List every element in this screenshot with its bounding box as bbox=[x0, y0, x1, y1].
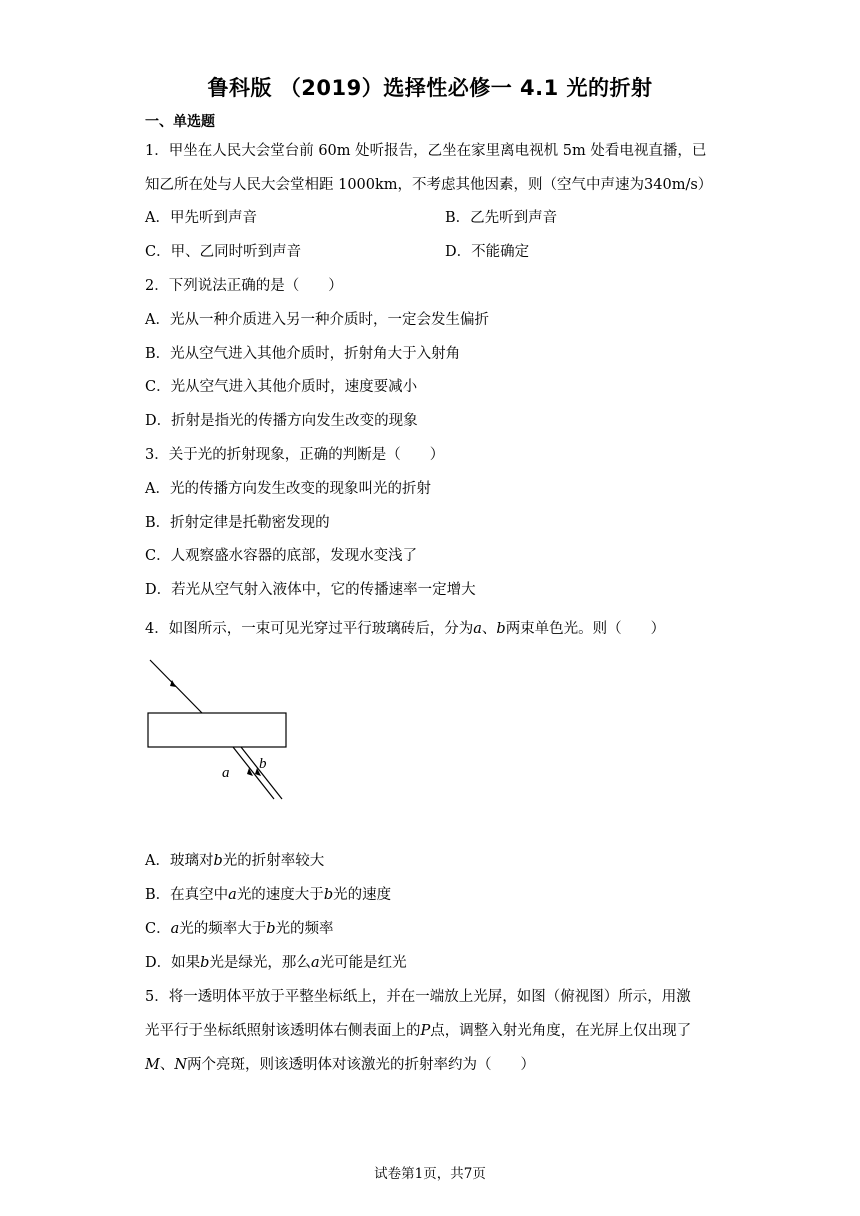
q3-option-b: B．折射定律是托勒密发现的 bbox=[145, 515, 330, 531]
q4-d-pre: D．如果 bbox=[145, 955, 201, 971]
q1-stem-line1: 1．甲坐在人民大会堂台前 60m 处听报告，乙坐在家里离电视机 5m 处看电视直播，已 bbox=[145, 143, 707, 159]
q3-option-c: C．人观察盛水容器的底部，发现水变浅了 bbox=[145, 548, 418, 564]
q4-var-a: a bbox=[473, 621, 482, 637]
q4-b-var2: b bbox=[323, 887, 334, 903]
q5-l3-post: 两个亮斑，则该透明体对该激光的折射率约为（ ） bbox=[187, 1057, 536, 1073]
q5-stem-line2 bbox=[145, 1021, 691, 1041]
q4-option-a bbox=[145, 851, 324, 871]
q4-a-pre: A．玻璃对 bbox=[145, 853, 214, 869]
q5-l2-pre: 光平行于坐标纸照射该透明体右侧表面上的 bbox=[145, 1023, 421, 1039]
page-title: 鲁科版 （2019）选择性必修一 4.1 光的折射 bbox=[207, 76, 653, 100]
q4-c-post: 光的频率 bbox=[275, 921, 334, 937]
q2-option-b: B．光从空气进入其他介质时，折射角大于入射角 bbox=[145, 346, 461, 362]
q4-d-var2: a bbox=[310, 955, 320, 971]
q5-stem-line1: 5．将一透明体平放于平整坐标纸上，并在一端放上光屏，如图（俯视图）所示，用激 bbox=[145, 989, 691, 1005]
ray-b bbox=[241, 747, 282, 799]
q4-a-var: b bbox=[213, 853, 223, 869]
page-footer: 试卷第1页，共7页 bbox=[374, 1166, 486, 1182]
glass-brick-figure bbox=[140, 650, 300, 810]
q4-var-b: b bbox=[496, 621, 506, 637]
q4-stem bbox=[145, 619, 665, 639]
section-heading: 一、单选题 bbox=[145, 114, 215, 130]
q1-option-a: A．甲先听到声音 bbox=[145, 210, 257, 226]
q4-option-b bbox=[145, 885, 391, 905]
q2-option-d: D．折射是指光的传播方向发生改变的现象 bbox=[145, 413, 418, 429]
q4-b-pre: B．在真空中 bbox=[145, 887, 229, 903]
q5-stem-line3 bbox=[145, 1055, 535, 1075]
q4-b-mid: 光的速度大于 bbox=[236, 887, 324, 903]
q5-l2-var: P bbox=[420, 1023, 431, 1039]
label-a: a bbox=[222, 765, 230, 781]
q4-d-post: 光可能是红光 bbox=[319, 955, 407, 971]
incident-ray bbox=[150, 660, 202, 713]
q4-b-post: 光的速度 bbox=[333, 887, 392, 903]
q4-sep: 、 bbox=[481, 621, 497, 637]
q4-a-post: 光的折射率较大 bbox=[222, 853, 325, 869]
glass-brick bbox=[148, 713, 286, 747]
q4-c-pre: C． bbox=[145, 921, 171, 937]
q2-option-c: C．光从空气进入其他介质时，速度要减小 bbox=[145, 379, 418, 395]
q1-option-c: C．甲、乙同时听到声音 bbox=[145, 244, 302, 260]
q4-d-var1: b bbox=[200, 955, 210, 971]
q3-option-d: D．若光从空气射入液体中，它的传播速率一定增大 bbox=[145, 582, 476, 598]
q4-stem-text-end: 两束单色光。则（ ） bbox=[505, 621, 666, 637]
q4-b-var1: a bbox=[228, 887, 237, 903]
q4-c-mid: 光的频率大于 bbox=[179, 921, 267, 937]
q2-stem: 2．下列说法正确的是（ ） bbox=[145, 278, 343, 294]
q1-option-d: D．不能确定 bbox=[445, 244, 530, 260]
q4-option-c bbox=[145, 919, 334, 939]
q1-option-b: B．乙先听到声音 bbox=[445, 210, 558, 226]
q3-stem: 3．关于光的折射现象，正确的判断是（ ） bbox=[145, 447, 445, 463]
q3-option-a: A．光的传播方向发生改变的现象叫光的折射 bbox=[145, 481, 431, 497]
q4-c-var2: b bbox=[266, 921, 276, 937]
q5-l2-post: 点，调整入射光角度，在光屏上仅出现了 bbox=[430, 1023, 692, 1039]
q5-l3-sep: 、 bbox=[159, 1057, 175, 1073]
q1-stem-line2: 知乙所在处与人民大会堂相距 1000km，不考虑其他因素，则（空气中声速为340m/s） bbox=[145, 177, 713, 193]
q5-l3-var2: N bbox=[174, 1057, 188, 1073]
q4-stem-text: 4．如图所示，一束可见光穿过平行玻璃砖后，分为 bbox=[145, 621, 474, 637]
q4-option-d bbox=[145, 953, 407, 973]
q4-c-var1: a bbox=[170, 921, 180, 937]
ray-a bbox=[233, 747, 274, 799]
q2-option-a: A．光从一种介质进入另一种介质时，一定会发生偏折 bbox=[145, 312, 489, 328]
label-b: b bbox=[259, 756, 267, 772]
q5-l3-var1: M bbox=[145, 1057, 160, 1073]
q4-d-mid: 光是绿光，那么 bbox=[209, 955, 311, 971]
